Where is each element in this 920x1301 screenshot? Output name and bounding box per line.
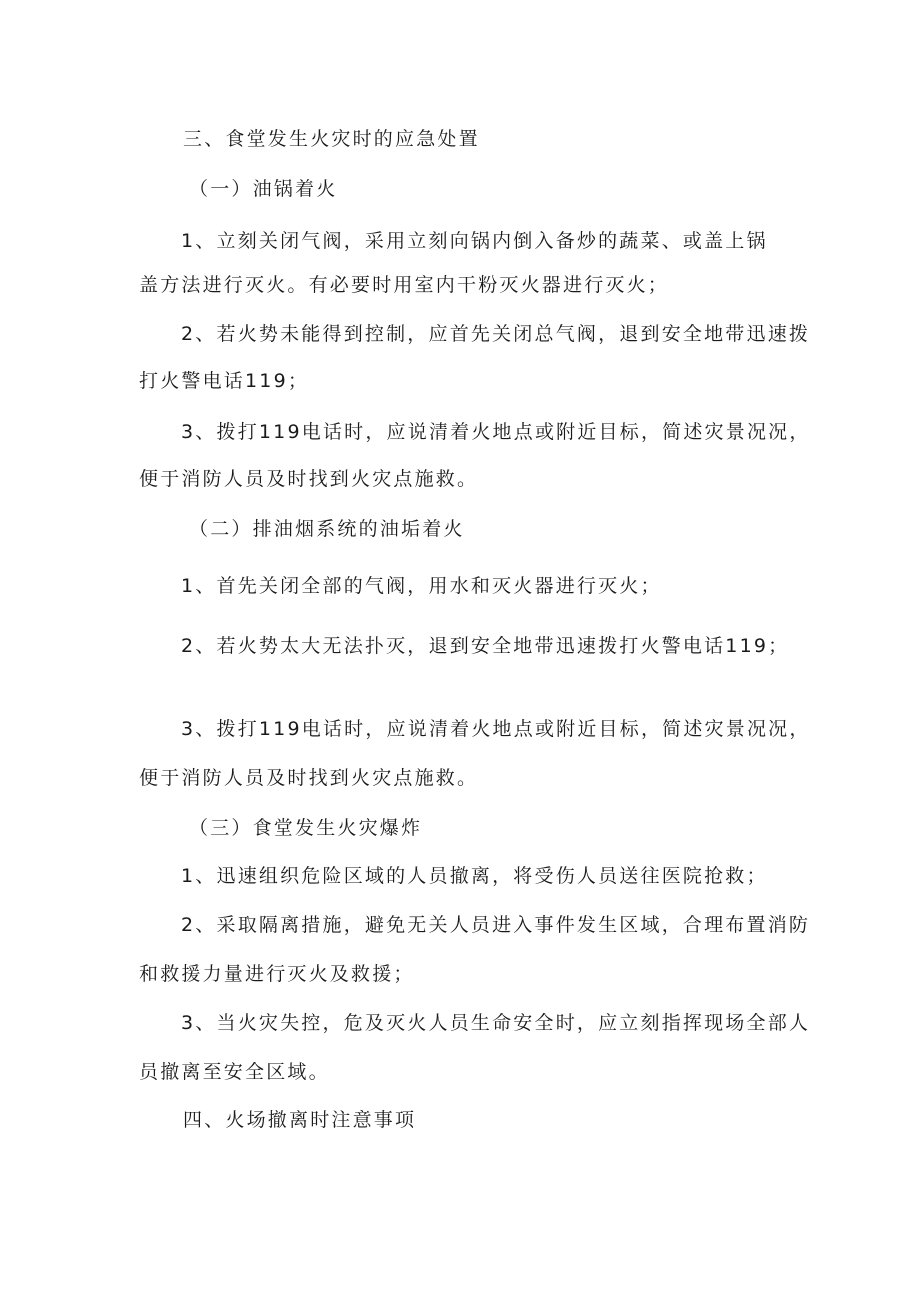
paragraph-line: 盖方法进行灭火。有必要时用室内干粉灭火器进行灭火； (139, 274, 670, 296)
paragraph-line: 2、若火势未能得到控制，应首先关闭总气阀，退到安全地带迅速拨 (181, 323, 811, 345)
section-heading-4: 四、火场撤离时注意事项 (183, 1109, 417, 1131)
paragraph-line: 便于消防人员及时找到火灾点施救。 (139, 468, 479, 490)
subsection-heading-explosion: （三）食堂发生火灾爆炸 (189, 817, 423, 839)
paragraph-line: 和救援力量进行灭火及救援； (139, 963, 415, 985)
paragraph-line: 1、立刻关闭气阀，采用立刻向锅内倒入备炒的蔬菜、或盖上锅 (181, 230, 768, 252)
subsection-heading-oil-pan: （一）油锅着火 (189, 178, 338, 200)
paragraph-line: 3、拨打119电话时，应说清着火地点或附近目标，简述灾景况况， (181, 718, 811, 740)
subsection-heading-exhaust: （二）排油烟系统的油垢着火 (189, 518, 465, 540)
paragraph-line: 3、拨打119电话时，应说清着火地点或附近目标，简述灾景况况， (181, 421, 811, 443)
section-heading-3: 三、食堂发生火灾时的应急处置 (183, 128, 480, 150)
paragraph-line: 员撤离至安全区域。 (139, 1061, 330, 1083)
paragraph-line: 3、当火灾失控，危及灭火人员生命安全时，应立刻指挥现场全部人 (181, 1012, 811, 1034)
paragraph-line: 打火警电话119； (139, 370, 310, 392)
paragraph-line: 便于消防人员及时找到火灾点施救。 (139, 767, 479, 789)
paragraph-line: 2、采取隔离措施，避免无关人员进入事件发生区域，合理布置消防 (181, 914, 811, 936)
paragraph-line: 1、首先关闭全部的气阀，用水和灭火器进行灭火； (181, 575, 662, 597)
paragraph-line: 1、迅速组织危险区域的人员撤离，将受伤人员送往医院抢救； (181, 865, 768, 887)
paragraph-line: 2、若火势太大无法扑灭，退到安全地带迅速拨打火警电话119； (181, 635, 790, 657)
